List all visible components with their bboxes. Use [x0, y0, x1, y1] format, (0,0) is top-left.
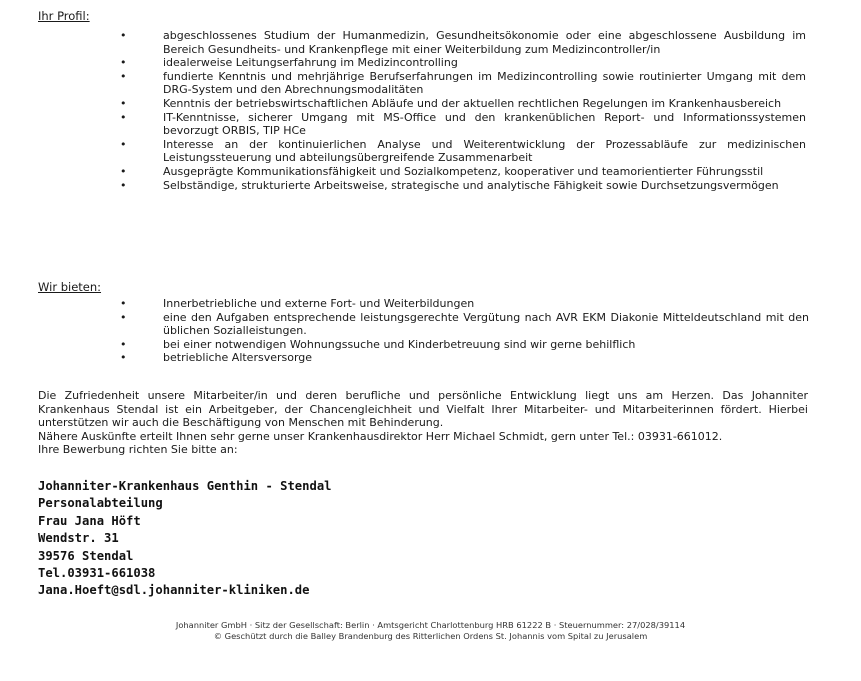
list-item-text: Interesse an der kontinuierlichen Analyse und Weiterentwicklung der Prozessabläufe zur medizinischen Leistungssteuerung und abteilungsübergreifende Zusammenarbeit [163, 137, 806, 165]
list-item-text: IT-Kenntnisse, sicherer Umgang mit MS-Office und den krankenüblichen Report- und Informationssystemen bevorzugt ORBIS, TIP HCe [163, 110, 806, 138]
bullet-icon: • [120, 351, 127, 365]
profile-heading: Ihr Profil: [38, 9, 90, 23]
address-organization: Johanniter-Krankenhaus Genthin - Stendal [38, 479, 332, 493]
application-address [38, 478, 332, 600]
list-item [0, 297, 861, 311]
list-item-text: Ausgeprägte Kommunikationsfähigkeit und Sozialkompetenz, kooperativer und teamorientierter Führungsstil [163, 164, 764, 178]
bullet-icon: • [120, 29, 127, 42]
list-item-text: abgeschlossenes Studium der Humanmedizin, Gesundheitsökonomie oder eine abgeschlossene Ausbildung im Bereich Gesundheits- und Krankenpflege mit einer Weiterbildung zum Medizincontroller/in [163, 29, 806, 56]
list-item-text: Selbständige, strukturierte Arbeitsweise, strategische und analytische Fähigkeit sowie Durchsetzungsvermögen [163, 178, 779, 192]
list-item [0, 351, 861, 365]
list-item [0, 111, 861, 138]
address-city: 39576 Stendal [38, 548, 134, 563]
footer-company-info: Johanniter GmbH · Sitz der Gesellschaft: Berlin · Amtsgericht Charlottenburg HRB 61222 B · Steuernummer: 27/028/39114 [175, 620, 686, 630]
list-item-text: Kenntnis der betriebswirtschaftlichen Abläufe und der aktuellen rechtlichen Regelungen im Krankenhausbereich [163, 96, 782, 110]
offer-heading: Wir bieten: [38, 280, 102, 294]
list-item [0, 311, 861, 338]
bullet-icon: • [120, 96, 127, 110]
list-item [0, 29, 861, 56]
list-item-text: fundierte Kenntnis und mehrjährige Berufserfahrungen im Medizincontrolling sowie routinierter Umgang mit dem DRG-System und den Abrechnungsmodalitäten [163, 69, 806, 97]
list-item [0, 338, 861, 352]
application-instruction: Ihre Bewerbung richten Sie bitte an: [38, 443, 238, 457]
bullet-icon: • [120, 178, 127, 192]
address-street: Wendstr. 31 [38, 531, 119, 546]
list-item-text: Innerbetriebliche und externe Fort- und Weiterbildungen [163, 297, 475, 310]
list-item-text: betriebliche Altersversorge [163, 351, 313, 365]
list-item-text: bei einer notwendigen Wohnungssuche und Kinderbetreuung sind wir gerne behilflich [163, 337, 636, 351]
page-footer [0, 620, 861, 642]
address-phone: Tel.03931-661038 [38, 566, 156, 581]
footer-copyright: © Geschützt durch die Balley Brandenburg des Ritterlichen Ordens St. Johannis vom Spital zu Jerusalem [213, 631, 648, 641]
list-item [0, 138, 861, 165]
bullet-icon: • [120, 69, 127, 83]
bullet-icon: • [120, 310, 127, 324]
list-item [0, 179, 861, 193]
address-department: Personalabteilung [38, 496, 163, 511]
closing-paragraph [38, 389, 808, 457]
list-item [0, 97, 861, 111]
list-item-text: idealerweise Leitungserfahrung im Medizincontrolling [163, 56, 458, 70]
address-email: Jana.Hoeft@sdl.johanniter-kliniken.de [38, 583, 310, 598]
bullet-icon: • [120, 164, 127, 178]
bullet-icon: • [120, 137, 127, 151]
bullet-icon: • [120, 56, 127, 70]
list-item [0, 56, 861, 70]
list-item-text: eine den Aufgaben entsprechende leistungsgerechte Vergütung nach AVR EKM Diakonie Mitteldeutschland mit den üblichen Sozialleistungen. [163, 310, 809, 338]
bullet-icon: • [120, 297, 127, 310]
contact-info-text: Nähere Auskünfte erteilt Ihnen sehr gerne unser Krankenhausdirektor Herr Michael Schmidt, gern unter Tel.: 03931-661012. [38, 429, 723, 443]
profile-list [0, 29, 861, 192]
offer-list [0, 297, 861, 365]
bullet-icon: • [120, 337, 127, 351]
closing-text: Die Zufriedenheit unsere Mitarbeiter/in und deren berufliche und persönliche Entwicklung liegt uns am Herzen. Das Johanniter Krankenhaus Stendal ist ein Arbeitgeber, der Chancengleichheit und Vielfalt Ihrer Mitarbeiter- und Mitarbeiterinnen fördert. Hierbei unterstützen wir auch die Beschäftigung von Menschen mit Behinderung. [38, 389, 808, 430]
list-item [0, 165, 861, 179]
list-item [0, 70, 861, 97]
bullet-icon: • [120, 110, 127, 124]
address-contact-person: Frau Jana Höft [38, 513, 141, 528]
